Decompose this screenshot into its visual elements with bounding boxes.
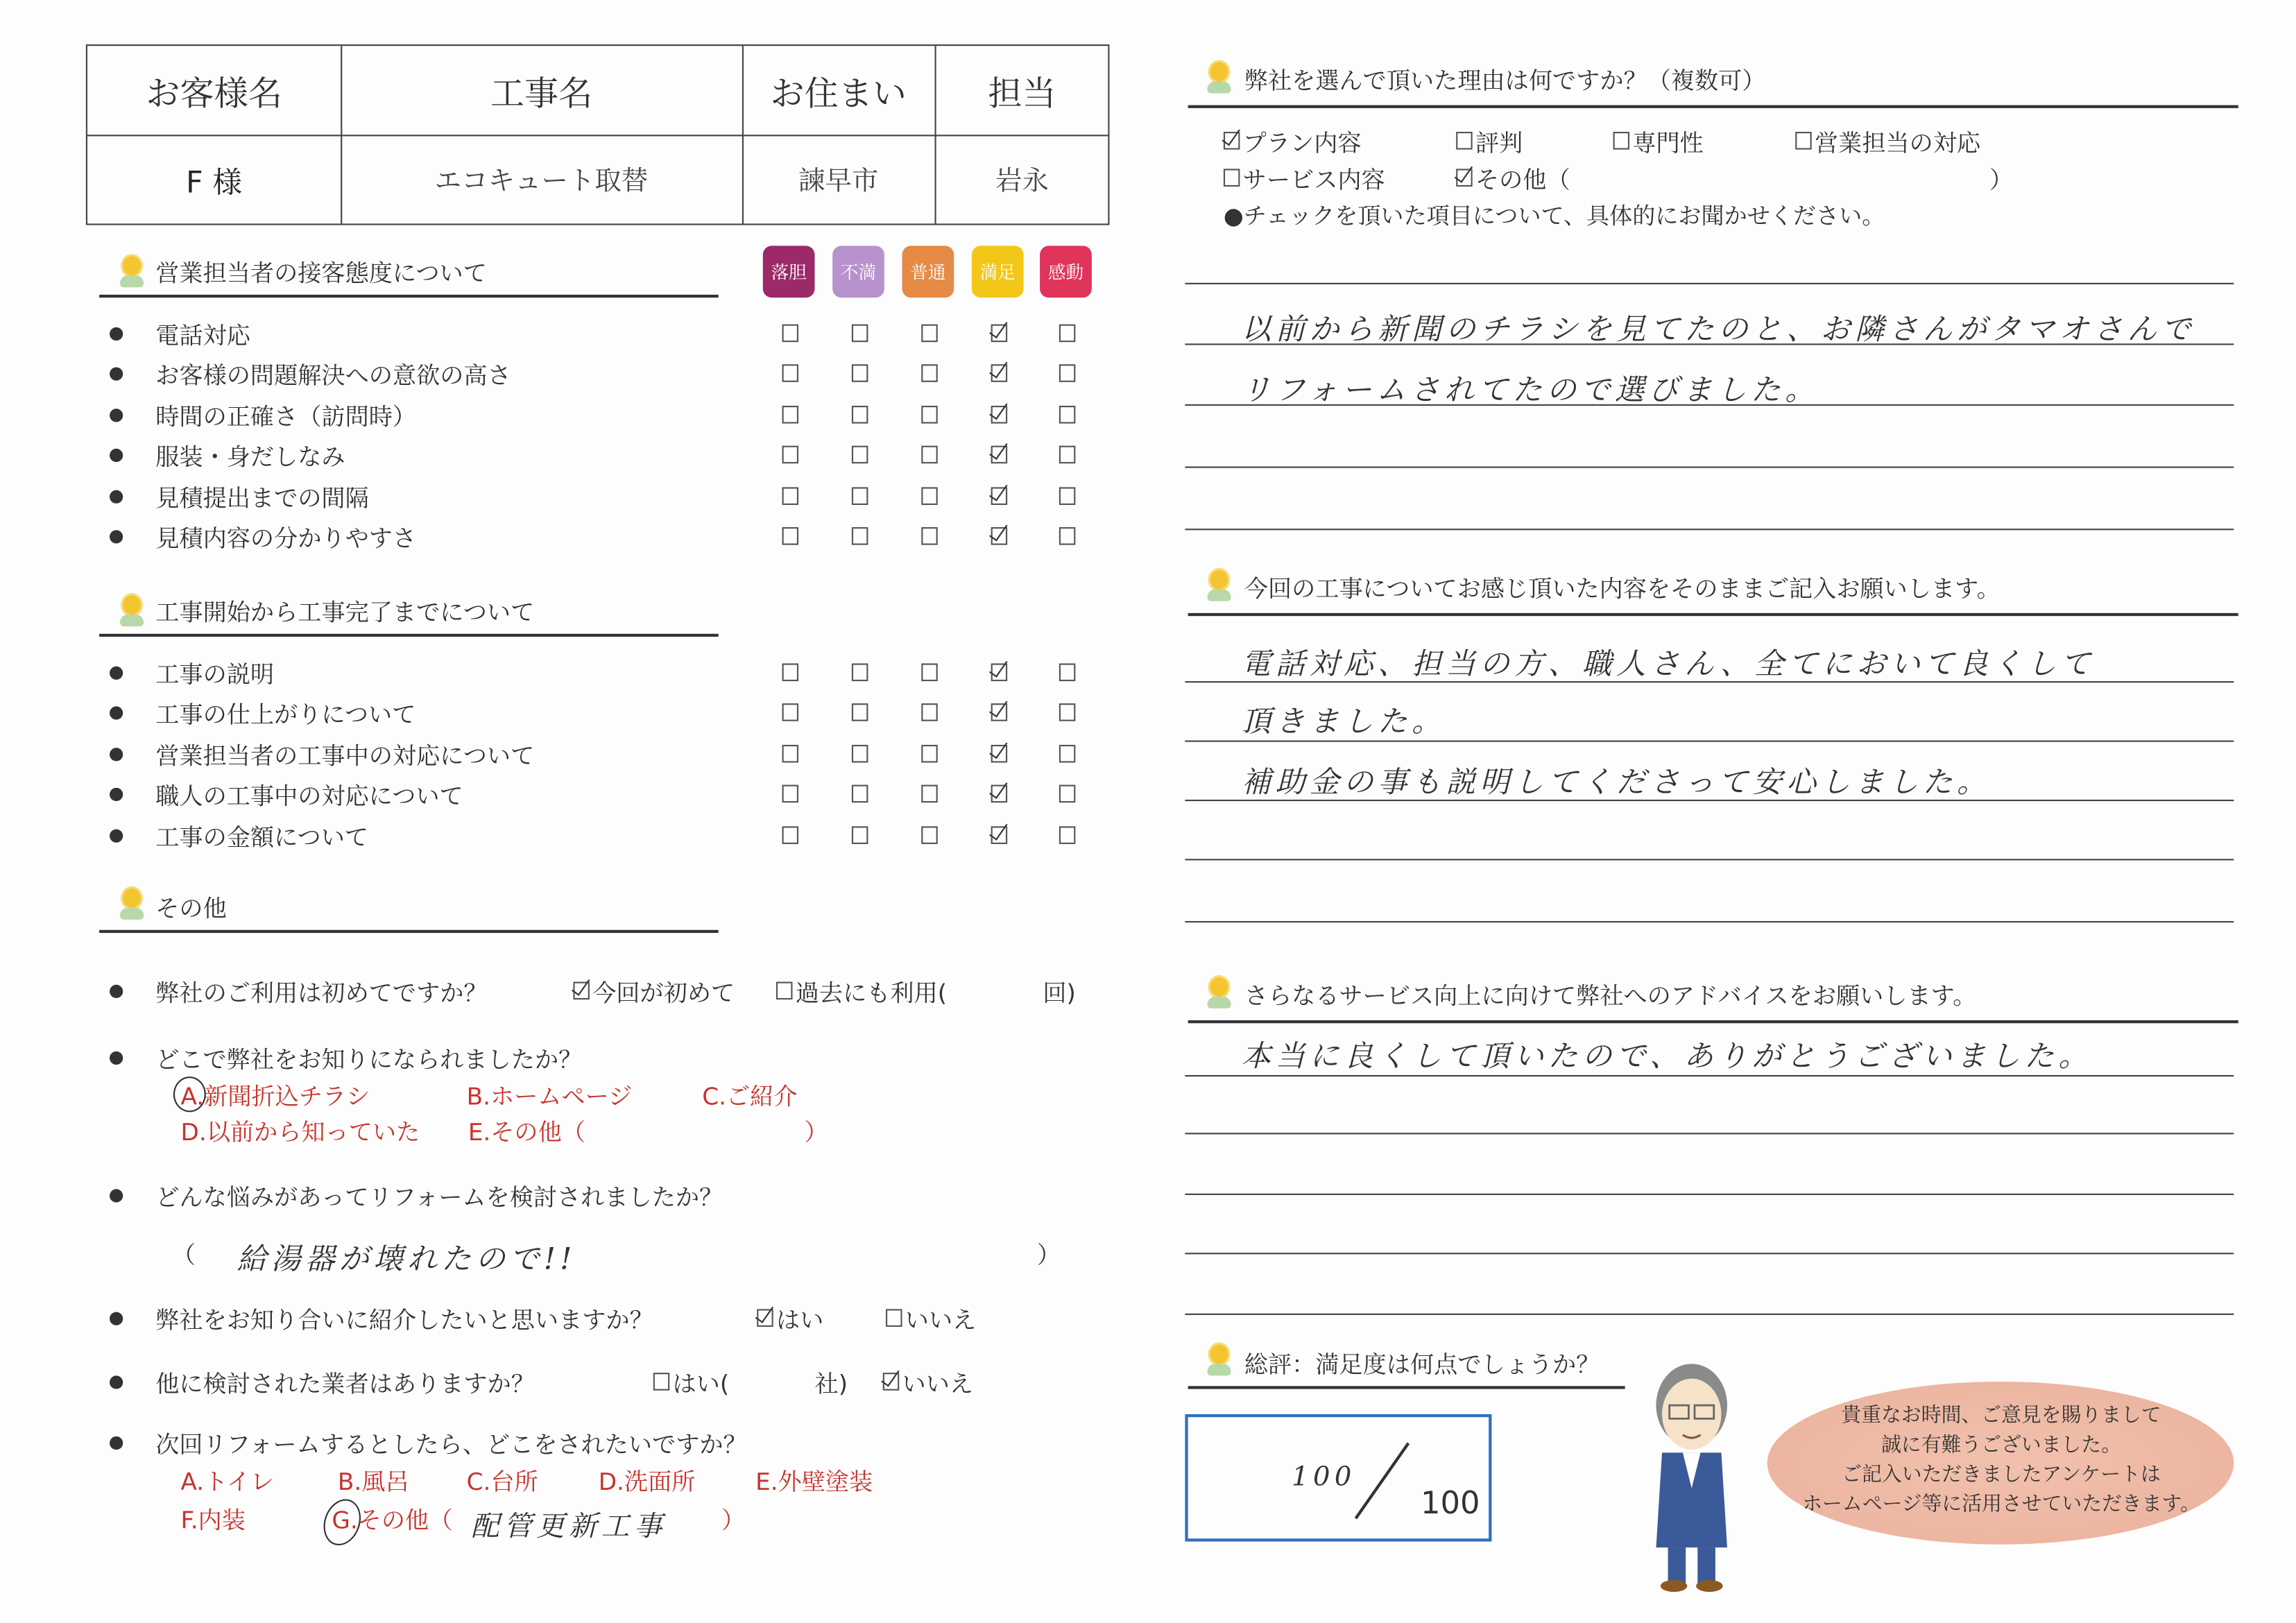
impression-answer-line[interactable]: 頂きました。	[1241, 703, 1446, 739]
option-e-close: ）	[804, 1117, 828, 1147]
rating-checkbox-満足[interactable]	[991, 785, 1007, 803]
work-name: エコキュート取替	[434, 166, 649, 197]
section-title-score: 総評：満足度は何点でしょうか？	[1244, 1350, 1600, 1379]
rating-checkbox-落胆[interactable]	[782, 487, 798, 505]
answer-line	[1185, 741, 2234, 742]
rating-row-label: 職人の工事中の対応について	[155, 782, 463, 810]
rating-checkbox-感動[interactable]	[1059, 703, 1075, 721]
rating-checkbox-感動[interactable]	[1059, 446, 1075, 464]
option-e-other[interactable]: E.その他（	[468, 1117, 585, 1147]
rating-row-label: 服装・身だしなみ	[155, 443, 345, 471]
rating-checkbox-普通[interactable]	[921, 325, 937, 343]
score-slash	[1355, 1443, 1410, 1520]
reason-other-close: ）	[1989, 166, 2014, 194]
flower-icon	[120, 595, 144, 628]
rating-checkbox-満足[interactable]	[991, 745, 1007, 763]
checkbox-vendors-no[interactable]	[883, 1373, 899, 1391]
other-reform-answer[interactable]: 配管更新工事	[471, 1510, 667, 1543]
rating-row-label: 電話対応	[155, 321, 250, 350]
option-other[interactable]: G.その他（	[332, 1506, 453, 1534]
rating-checkbox-感動[interactable]	[1059, 826, 1075, 844]
rating-checkbox-落胆[interactable]	[782, 663, 798, 681]
rating-checkbox-感動[interactable]	[1059, 527, 1075, 545]
rating-checkbox-不満[interactable]	[852, 364, 868, 382]
rating-checkbox-普通[interactable]	[921, 703, 937, 721]
question-other-vendors: 他に検討された業者はありますか？	[155, 1369, 535, 1398]
option-washroom[interactable]: D.洗面所	[598, 1467, 696, 1496]
rating-checkbox-感動[interactable]	[1059, 487, 1075, 505]
reason-option-label: 評判	[1475, 128, 1523, 157]
reason-option-label: プラン内容	[1242, 128, 1362, 157]
thanks-line: 貴重なお時間、ご意見を賜りまして	[1841, 1403, 2161, 1428]
option-used-before: 過去にも利用(	[795, 979, 948, 1007]
rating-row-label: 工事の金額について	[155, 823, 369, 852]
rating-row-label: 見積提出までの間隔	[155, 484, 369, 513]
bullet	[110, 748, 123, 761]
selection-circle	[173, 1076, 206, 1112]
rating-checkbox-普通[interactable]	[921, 785, 937, 803]
rating-checkbox-不満[interactable]	[852, 703, 868, 721]
bullet	[110, 367, 123, 380]
flower-icon	[1207, 62, 1231, 95]
rating-checkbox-不満[interactable]	[852, 487, 868, 505]
rating-checkbox-落胆[interactable]	[782, 364, 798, 382]
answer-line	[1185, 921, 2234, 922]
section-title-impression: 今回の工事についてお感じ頂いた内容をそのままご記入お願いします。	[1244, 574, 2001, 603]
thanks-line: 誠に有難うございました。	[1881, 1433, 2122, 1457]
option-kitchen[interactable]: C.台所	[466, 1467, 538, 1496]
rating-checkbox-満足[interactable]	[991, 406, 1007, 424]
rating-checkbox-不満[interactable]	[852, 406, 868, 424]
question-how-known: どこで弊社をお知りになられましたか？	[155, 1045, 583, 1074]
rating-checkbox-落胆[interactable]	[782, 745, 798, 763]
reason-answer-line[interactable]: リフォームされてたので選びました。	[1241, 371, 1819, 408]
option-bath[interactable]: B.風呂	[337, 1467, 409, 1496]
answer-line	[1185, 529, 2234, 530]
option-exterior[interactable]: E.外壁塗装	[755, 1467, 873, 1496]
bullet	[110, 327, 123, 341]
option-c-referral[interactable]: C.ご紹介	[702, 1082, 798, 1111]
flower-icon	[1207, 570, 1231, 603]
option-used-before-end: 回)	[1043, 979, 1076, 1007]
reason-note: ●チェックを頂いた項目について、具体的にお聞かせください。	[1223, 203, 1885, 230]
rating-row-label: お客様の問題解決への意欲の高さ	[155, 361, 511, 390]
bullet	[110, 706, 123, 719]
customer-info-table	[86, 44, 1110, 225]
rating-checkbox-落胆[interactable]	[782, 446, 798, 464]
answer-line	[1185, 1194, 2234, 1195]
paren-open: （	[171, 1241, 196, 1269]
rating-checkbox-感動[interactable]	[1059, 325, 1075, 343]
rating-checkbox-落胆[interactable]	[782, 325, 798, 343]
header-staff: 担当	[988, 74, 1056, 114]
header-customer-name: お客様名	[146, 74, 282, 114]
answer-line	[1185, 467, 2234, 468]
rating-checkbox-満足[interactable]	[991, 446, 1007, 464]
rating-badge-4: 感動	[1040, 246, 1092, 298]
recommend-no-label: いいえ	[905, 1306, 977, 1334]
score-max: 100	[1420, 1485, 1480, 1521]
answer-line	[1185, 859, 2234, 860]
vendors-yes-label: はい(	[672, 1369, 730, 1398]
rating-row-label: 工事の仕上がりについて	[155, 700, 416, 729]
rating-checkbox-満足[interactable]	[991, 527, 1007, 545]
residence: 諫早市	[798, 166, 879, 197]
rating-badge-1: 不満	[832, 246, 884, 298]
checkbox-recommend-yes[interactable]	[757, 1309, 773, 1327]
bullet	[110, 449, 123, 462]
section-title-other: その他	[155, 894, 227, 923]
section-title-section_work: 工事開始から工事完了までについて	[155, 598, 535, 627]
score-value: 100	[1292, 1461, 1356, 1493]
checkbox-vendors-yes[interactable]	[653, 1373, 669, 1391]
rating-checkbox-感動[interactable]	[1059, 663, 1075, 681]
flower-icon	[1207, 977, 1231, 1010]
reason-checkbox[interactable]	[1456, 132, 1472, 150]
header-residence: お住まい	[770, 74, 907, 114]
rating-checkbox-不満[interactable]	[852, 745, 868, 763]
vendors-no-label: いいえ	[902, 1369, 974, 1398]
bullet	[110, 667, 123, 680]
flower-icon	[120, 256, 144, 289]
advice-answer-line[interactable]: 本当に良くして頂いたので、ありがとうございました。	[1241, 1038, 2093, 1074]
answer-line	[1185, 1075, 2234, 1076]
option-a-flyer[interactable]: A.新聞折込チラシ	[180, 1082, 370, 1111]
reason-answer-line[interactable]: 以前から新聞のチラシを見てたのと、お隣さんがタマオさんで	[1241, 311, 2195, 347]
header-work-name: 工事名	[490, 74, 593, 114]
bullet	[110, 409, 123, 422]
bullet	[110, 490, 123, 504]
rating-checkbox-落胆[interactable]	[782, 527, 798, 545]
bullet	[110, 830, 123, 843]
reason-checkbox[interactable]	[1224, 169, 1240, 187]
rating-checkbox-普通[interactable]	[921, 826, 937, 844]
reason-option-label: 専門性	[1632, 128, 1704, 157]
rating-row-label: 工事の説明	[155, 660, 275, 689]
rating-checkbox-普通[interactable]	[921, 745, 937, 763]
rating-checkbox-不満[interactable]	[852, 663, 868, 681]
rating-checkbox-普通[interactable]	[921, 663, 937, 681]
rating-checkbox-不満[interactable]	[852, 826, 868, 844]
rating-checkbox-不満[interactable]	[852, 446, 868, 464]
rating-checkbox-普通[interactable]	[921, 406, 937, 424]
thanks-line: ホームページ等に活用させていただきます。	[1802, 1493, 2200, 1517]
answer-line	[1185, 283, 2234, 284]
bullet	[110, 788, 123, 801]
mascot-illustration-icon	[1629, 1355, 1756, 1595]
checkbox-recommend-no[interactable]	[886, 1309, 902, 1327]
thanks-message	[1770, 1401, 2232, 1520]
answer-line	[1185, 1133, 2234, 1134]
rating-row-label: 見積内容の分かりやすさ	[155, 524, 417, 553]
checkbox-used-before[interactable]	[776, 982, 792, 1000]
rating-checkbox-普通[interactable]	[921, 446, 937, 464]
reason-checkbox[interactable]	[1613, 132, 1629, 150]
rating-checkbox-満足[interactable]	[991, 663, 1007, 681]
section-title-advice: さらなるサービス向上に向けて弊社へのアドバイスをお願いします。	[1244, 981, 1977, 1011]
bullet	[110, 530, 123, 543]
rating-checkbox-満足[interactable]	[991, 487, 1007, 505]
question-recommend: 弊社をお知り合いに紹介したいと思いますか？	[155, 1306, 653, 1334]
rating-checkbox-満足[interactable]	[991, 703, 1007, 721]
rating-checkbox-満足[interactable]	[991, 364, 1007, 382]
rating-checkbox-感動[interactable]	[1059, 745, 1075, 763]
rating-badge-2: 普通	[902, 246, 954, 298]
question-first-use: 弊社のご利用は初めてですか？	[155, 979, 488, 1007]
option-toilet[interactable]: A.トイレ	[180, 1467, 274, 1496]
staff: 岩永	[995, 166, 1049, 197]
rating-badge-3: 満足	[972, 246, 1024, 298]
option-other-close: ）	[721, 1506, 746, 1534]
concern-answer[interactable]: 給湯器が壊れたので!!	[237, 1241, 576, 1277]
rating-checkbox-普通[interactable]	[921, 527, 937, 545]
rating-checkbox-不満[interactable]	[852, 325, 868, 343]
rating-badge-0: 落胆	[763, 246, 815, 298]
thanks-line: ご記入いただきましたアンケートは	[1842, 1463, 2161, 1487]
checkbox-first-time[interactable]	[573, 982, 589, 1000]
option-first-time: 今回が初めて	[592, 979, 735, 1007]
rating-checkbox-満足[interactable]	[991, 325, 1007, 343]
rating-checkbox-落胆[interactable]	[782, 703, 798, 721]
question-next-reform: 次回リフォームするとしたら、どこをされたいですか？	[155, 1430, 747, 1459]
flower-icon	[120, 888, 144, 921]
impression-answer-line[interactable]: 補助金の事も説明してくださって安心しました。	[1241, 764, 1991, 800]
rating-row-label: 営業担当者の工事中の対応について	[155, 741, 535, 771]
section-title-section_sales: 営業担当者の接客態度について	[155, 259, 487, 288]
customer-name: F 様	[186, 163, 243, 200]
rating-checkbox-感動[interactable]	[1059, 785, 1075, 803]
option-b-homepage[interactable]: B.ホームページ	[466, 1082, 633, 1111]
rating-checkbox-普通[interactable]	[921, 364, 937, 382]
rating-checkbox-落胆[interactable]	[782, 785, 798, 803]
rating-checkbox-落胆[interactable]	[782, 826, 798, 844]
paren-close: ）	[1036, 1241, 1061, 1269]
rating-checkbox-感動[interactable]	[1059, 364, 1075, 382]
rating-checkbox-不満[interactable]	[852, 785, 868, 803]
option-d-known[interactable]: D.以前から知っていた	[180, 1117, 420, 1147]
section-title-reason: 弊社を選んで頂いた理由は何ですか？（複数可）	[1244, 67, 1766, 95]
reason-option-label: サービス内容	[1242, 166, 1385, 194]
option-interior[interactable]: F.内装	[180, 1506, 246, 1534]
rating-checkbox-落胆[interactable]	[782, 406, 798, 424]
impression-answer-line[interactable]: 電話対応、担当の方、職人さん、全てにおいて良くして	[1241, 645, 2096, 682]
rating-row-label: 時間の正確さ（訪問時）	[155, 402, 417, 431]
reason-checkbox[interactable]	[1795, 132, 1811, 150]
vendors-count-end: 社)	[814, 1369, 848, 1398]
answer-line	[1185, 1314, 2234, 1315]
reason-checkbox[interactable]	[1224, 132, 1240, 150]
flower-icon	[1207, 1345, 1231, 1377]
rating-checkbox-感動[interactable]	[1059, 406, 1075, 424]
score-box[interactable]	[1185, 1414, 1491, 1542]
question-concern: どんな悩みがあってリフォームを検討されましたか？	[155, 1183, 723, 1212]
rating-checkbox-満足[interactable]	[991, 826, 1007, 844]
recommend-yes-label: はい	[776, 1306, 824, 1334]
reason-option-label: その他（	[1475, 166, 1570, 194]
rating-checkbox-不満[interactable]	[852, 527, 868, 545]
reason-checkbox[interactable]	[1456, 169, 1472, 187]
rating-checkbox-普通[interactable]	[921, 487, 937, 505]
reason-option-label: 営業担当の対応	[1814, 128, 1981, 157]
answer-line	[1185, 1253, 2234, 1254]
